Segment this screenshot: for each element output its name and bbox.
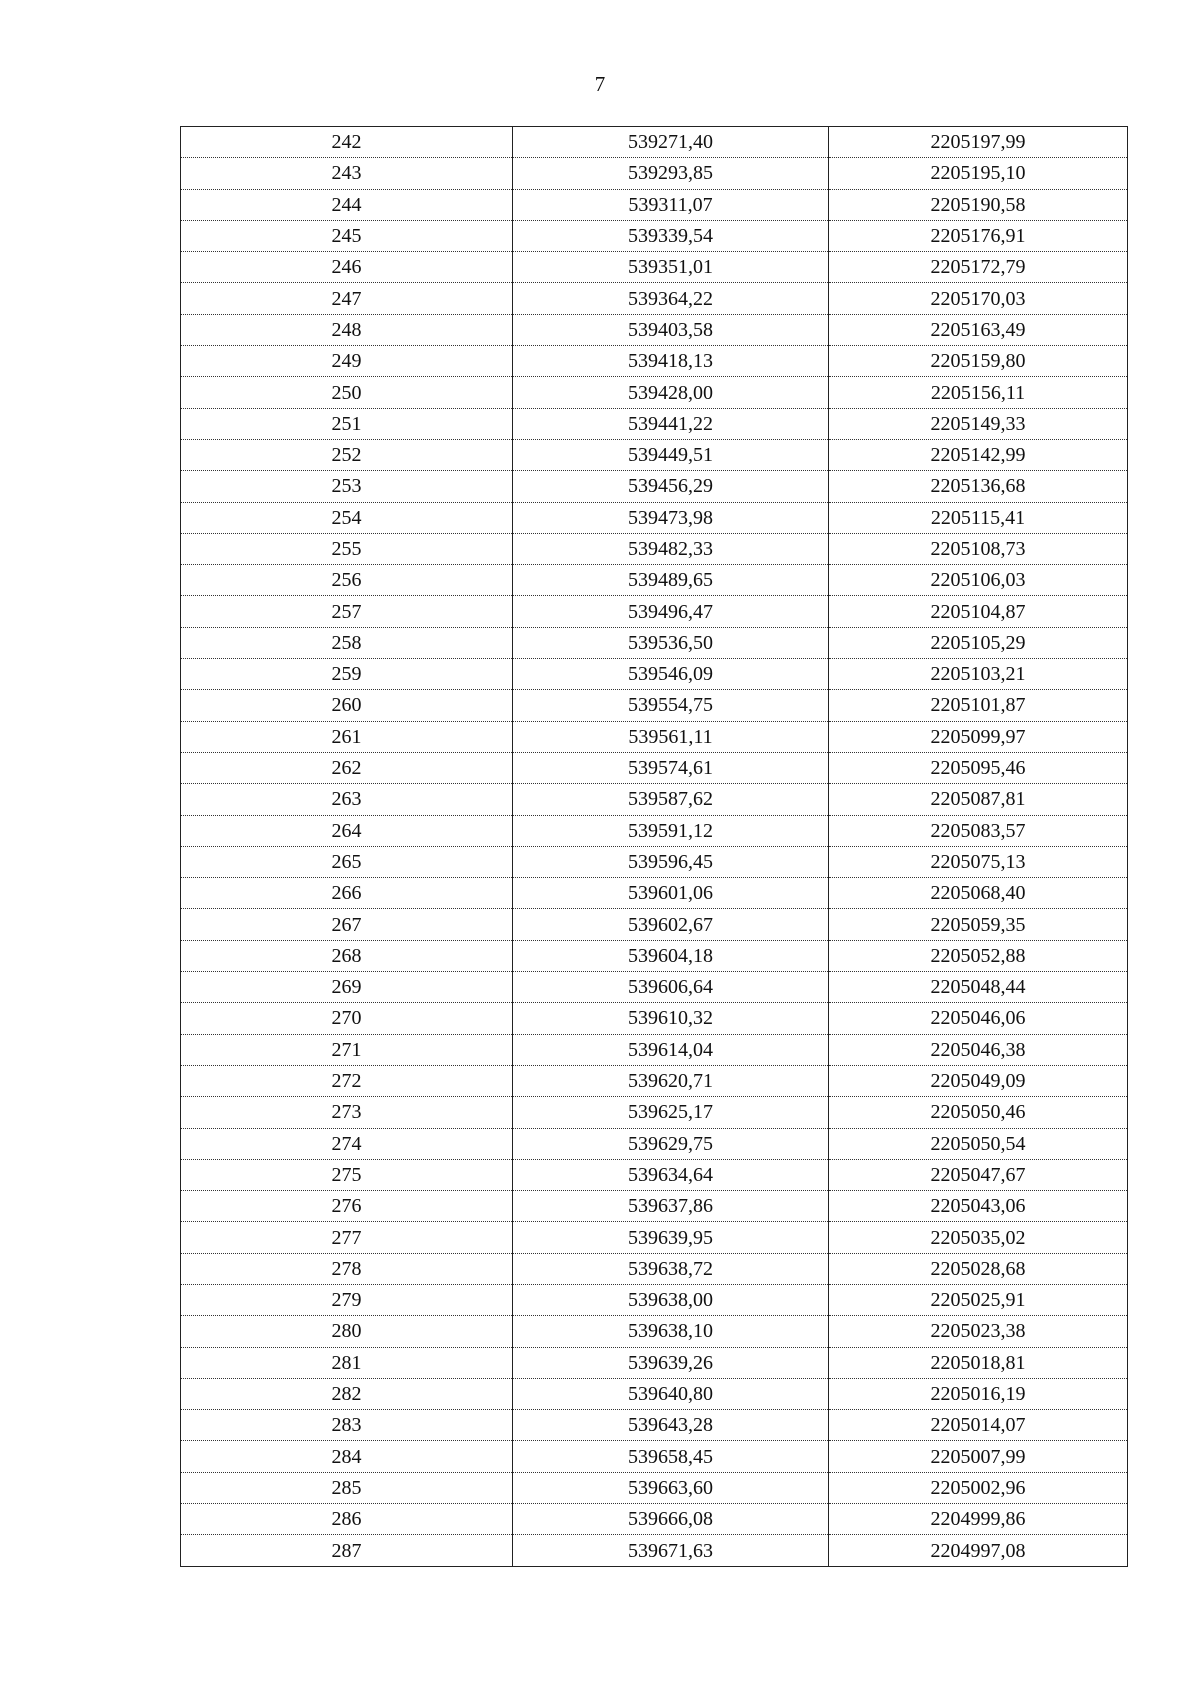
x-coordinate-cell: 539489,65: [513, 565, 829, 596]
y-coordinate-cell: 2205142,99: [829, 439, 1128, 470]
table-row: [181, 784, 1128, 815]
table-row: [181, 220, 1128, 251]
x-coordinate-cell: 539638,00: [513, 1284, 829, 1315]
table-row: [181, 1191, 1128, 1222]
x-coordinate-cell: 539634,64: [513, 1159, 829, 1190]
table-row: [181, 471, 1128, 502]
table-row: [181, 1347, 1128, 1378]
point-number-cell: 286: [181, 1504, 513, 1535]
point-number-cell: 287: [181, 1535, 513, 1566]
x-coordinate-cell: 539311,07: [513, 189, 829, 220]
x-coordinate-cell: 539604,18: [513, 940, 829, 971]
y-coordinate-cell: 2205106,03: [829, 565, 1128, 596]
x-coordinate-cell: 539637,86: [513, 1191, 829, 1222]
point-number-cell: 282: [181, 1378, 513, 1409]
y-coordinate-cell: 2205087,81: [829, 784, 1128, 815]
y-coordinate-cell: 2205046,06: [829, 1003, 1128, 1034]
coordinates-table: [180, 126, 1128, 1567]
x-coordinate-cell: 539339,54: [513, 220, 829, 251]
x-coordinate-cell: 539587,62: [513, 784, 829, 815]
table-row: [181, 127, 1128, 158]
x-coordinate-cell: 539606,64: [513, 972, 829, 1003]
table-row: [181, 1410, 1128, 1441]
x-coordinate-cell: 539658,45: [513, 1441, 829, 1472]
point-number-cell: 263: [181, 784, 513, 815]
table-row: [181, 1253, 1128, 1284]
x-coordinate-cell: 539574,61: [513, 752, 829, 783]
x-coordinate-cell: 539666,08: [513, 1504, 829, 1535]
table-row: [181, 627, 1128, 658]
y-coordinate-cell: 2205018,81: [829, 1347, 1128, 1378]
table-row: [181, 314, 1128, 345]
table-row: [181, 408, 1128, 439]
point-number-cell: 265: [181, 846, 513, 877]
point-number-cell: 249: [181, 346, 513, 377]
table-row: [181, 1065, 1128, 1096]
table-row: [181, 690, 1128, 721]
x-coordinate-cell: 539671,63: [513, 1535, 829, 1566]
y-coordinate-cell: 2205105,29: [829, 627, 1128, 658]
table-row: [181, 502, 1128, 533]
y-coordinate-cell: 2205083,57: [829, 815, 1128, 846]
y-coordinate-cell: 2205108,73: [829, 533, 1128, 564]
y-coordinate-cell: 2205052,88: [829, 940, 1128, 971]
point-number-cell: 268: [181, 940, 513, 971]
table-row: [181, 346, 1128, 377]
point-number-cell: 271: [181, 1034, 513, 1065]
y-coordinate-cell: 2205002,96: [829, 1472, 1128, 1503]
y-coordinate-cell: 2205095,46: [829, 752, 1128, 783]
point-number-cell: 262: [181, 752, 513, 783]
table-row: [181, 189, 1128, 220]
x-coordinate-cell: 539482,33: [513, 533, 829, 564]
x-coordinate-cell: 539554,75: [513, 690, 829, 721]
point-number-cell: 246: [181, 252, 513, 283]
point-number-cell: 274: [181, 1128, 513, 1159]
point-number-cell: 267: [181, 909, 513, 940]
y-coordinate-cell: 2205050,46: [829, 1097, 1128, 1128]
y-coordinate-cell: 2205016,19: [829, 1378, 1128, 1409]
x-coordinate-cell: 539620,71: [513, 1065, 829, 1096]
y-coordinate-cell: 2205049,09: [829, 1065, 1128, 1096]
y-coordinate-cell: 2205115,41: [829, 502, 1128, 533]
y-coordinate-cell: 2205103,21: [829, 659, 1128, 690]
y-coordinate-cell: 2205149,33: [829, 408, 1128, 439]
point-number-cell: 257: [181, 596, 513, 627]
table-row: [181, 158, 1128, 189]
x-coordinate-cell: 539364,22: [513, 283, 829, 314]
y-coordinate-cell: 2205046,38: [829, 1034, 1128, 1065]
x-coordinate-cell: 539596,45: [513, 846, 829, 877]
table-row: [181, 1097, 1128, 1128]
point-number-cell: 273: [181, 1097, 513, 1128]
table-row: [181, 283, 1128, 314]
point-number-cell: 278: [181, 1253, 513, 1284]
y-coordinate-cell: 2205176,91: [829, 220, 1128, 251]
x-coordinate-cell: 539449,51: [513, 439, 829, 470]
y-coordinate-cell: 2205075,13: [829, 846, 1128, 877]
x-coordinate-cell: 539625,17: [513, 1097, 829, 1128]
y-coordinate-cell: 2205068,40: [829, 878, 1128, 909]
point-number-cell: 276: [181, 1191, 513, 1222]
table-row: [181, 659, 1128, 690]
table-row: [181, 1003, 1128, 1034]
table-row: [181, 752, 1128, 783]
point-number-cell: 264: [181, 815, 513, 846]
x-coordinate-cell: 539496,47: [513, 596, 829, 627]
x-coordinate-cell: 539601,06: [513, 878, 829, 909]
y-coordinate-cell: 2205047,67: [829, 1159, 1128, 1190]
y-coordinate-cell: 2205025,91: [829, 1284, 1128, 1315]
point-number-cell: 279: [181, 1284, 513, 1315]
table-row: [181, 1378, 1128, 1409]
x-coordinate-cell: 539428,00: [513, 377, 829, 408]
x-coordinate-cell: 539546,09: [513, 659, 829, 690]
table-row: [181, 846, 1128, 877]
x-coordinate-cell: 539293,85: [513, 158, 829, 189]
point-number-cell: 245: [181, 220, 513, 251]
x-coordinate-cell: 539351,01: [513, 252, 829, 283]
x-coordinate-cell: 539614,04: [513, 1034, 829, 1065]
table-row: [181, 252, 1128, 283]
point-number-cell: 250: [181, 377, 513, 408]
point-number-cell: 261: [181, 721, 513, 752]
x-coordinate-cell: 539629,75: [513, 1128, 829, 1159]
y-coordinate-cell: 2205159,80: [829, 346, 1128, 377]
point-number-cell: 252: [181, 439, 513, 470]
table-row: [181, 1128, 1128, 1159]
table-row: [181, 972, 1128, 1003]
y-coordinate-cell: 2205101,87: [829, 690, 1128, 721]
table-row: [181, 596, 1128, 627]
y-coordinate-cell: 2205050,54: [829, 1128, 1128, 1159]
point-number-cell: 266: [181, 878, 513, 909]
point-number-cell: 242: [181, 127, 513, 158]
point-number-cell: 251: [181, 408, 513, 439]
x-coordinate-cell: 539638,72: [513, 1253, 829, 1284]
page-number: 7: [594, 72, 606, 96]
table-row: [181, 815, 1128, 846]
table-row: [181, 565, 1128, 596]
x-coordinate-cell: 539610,32: [513, 1003, 829, 1034]
table-row: [181, 1441, 1128, 1472]
point-number-cell: 253: [181, 471, 513, 502]
x-coordinate-cell: 539473,98: [513, 502, 829, 533]
point-number-cell: 269: [181, 972, 513, 1003]
table-row: [181, 1222, 1128, 1253]
x-coordinate-cell: 539639,26: [513, 1347, 829, 1378]
point-number-cell: 260: [181, 690, 513, 721]
x-coordinate-cell: 539663,60: [513, 1472, 829, 1503]
y-coordinate-cell: 2205099,97: [829, 721, 1128, 752]
table-row: [181, 1316, 1128, 1347]
y-coordinate-cell: 2205028,68: [829, 1253, 1128, 1284]
point-number-cell: 255: [181, 533, 513, 564]
y-coordinate-cell: 2205136,68: [829, 471, 1128, 502]
y-coordinate-cell: 2205059,35: [829, 909, 1128, 940]
table-row: [181, 721, 1128, 752]
x-coordinate-cell: 539456,29: [513, 471, 829, 502]
table-row: [181, 1472, 1128, 1503]
table-row: [181, 940, 1128, 971]
point-number-cell: 248: [181, 314, 513, 345]
table-row: [181, 878, 1128, 909]
y-coordinate-cell: 2205172,79: [829, 252, 1128, 283]
point-number-cell: 284: [181, 1441, 513, 1472]
y-coordinate-cell: 2205023,38: [829, 1316, 1128, 1347]
y-coordinate-cell: 2205035,02: [829, 1222, 1128, 1253]
x-coordinate-cell: 539418,13: [513, 346, 829, 377]
table-row: [181, 1535, 1128, 1566]
y-coordinate-cell: 2204997,08: [829, 1535, 1128, 1566]
point-number-cell: 275: [181, 1159, 513, 1190]
y-coordinate-cell: 2205163,49: [829, 314, 1128, 345]
x-coordinate-cell: 539591,12: [513, 815, 829, 846]
x-coordinate-cell: 539638,10: [513, 1316, 829, 1347]
x-coordinate-cell: 539643,28: [513, 1410, 829, 1441]
y-coordinate-cell: 2205043,06: [829, 1191, 1128, 1222]
coordinates-table-body: [181, 127, 1128, 1567]
table-row: [181, 1034, 1128, 1065]
table-row: [181, 533, 1128, 564]
x-coordinate-cell: 539271,40: [513, 127, 829, 158]
y-coordinate-cell: 2205048,44: [829, 972, 1128, 1003]
y-coordinate-cell: 2205170,03: [829, 283, 1128, 314]
y-coordinate-cell: 2205190,58: [829, 189, 1128, 220]
point-number-cell: 277: [181, 1222, 513, 1253]
point-number-cell: 281: [181, 1347, 513, 1378]
point-number-cell: 280: [181, 1316, 513, 1347]
y-coordinate-cell: 2205007,99: [829, 1441, 1128, 1472]
x-coordinate-cell: 539639,95: [513, 1222, 829, 1253]
y-coordinate-cell: 2205104,87: [829, 596, 1128, 627]
y-coordinate-cell: 2205156,11: [829, 377, 1128, 408]
x-coordinate-cell: 539403,58: [513, 314, 829, 345]
x-coordinate-cell: 539441,22: [513, 408, 829, 439]
point-number-cell: 283: [181, 1410, 513, 1441]
x-coordinate-cell: 539602,67: [513, 909, 829, 940]
table-row: [181, 1159, 1128, 1190]
point-number-cell: 254: [181, 502, 513, 533]
point-number-cell: 243: [181, 158, 513, 189]
point-number-cell: 244: [181, 189, 513, 220]
point-number-cell: 256: [181, 565, 513, 596]
y-coordinate-cell: 2205195,10: [829, 158, 1128, 189]
point-number-cell: 259: [181, 659, 513, 690]
point-number-cell: 272: [181, 1065, 513, 1096]
table-row: [181, 909, 1128, 940]
table-row: [181, 1284, 1128, 1315]
point-number-cell: 247: [181, 283, 513, 314]
x-coordinate-cell: 539561,11: [513, 721, 829, 752]
table-row: [181, 1504, 1128, 1535]
point-number-cell: 270: [181, 1003, 513, 1034]
table-row: [181, 439, 1128, 470]
y-coordinate-cell: 2205014,07: [829, 1410, 1128, 1441]
y-coordinate-cell: 2205197,99: [829, 127, 1128, 158]
point-number-cell: 285: [181, 1472, 513, 1503]
point-number-cell: 258: [181, 627, 513, 658]
x-coordinate-cell: 539536,50: [513, 627, 829, 658]
y-coordinate-cell: 2204999,86: [829, 1504, 1128, 1535]
table-row: [181, 377, 1128, 408]
x-coordinate-cell: 539640,80: [513, 1378, 829, 1409]
